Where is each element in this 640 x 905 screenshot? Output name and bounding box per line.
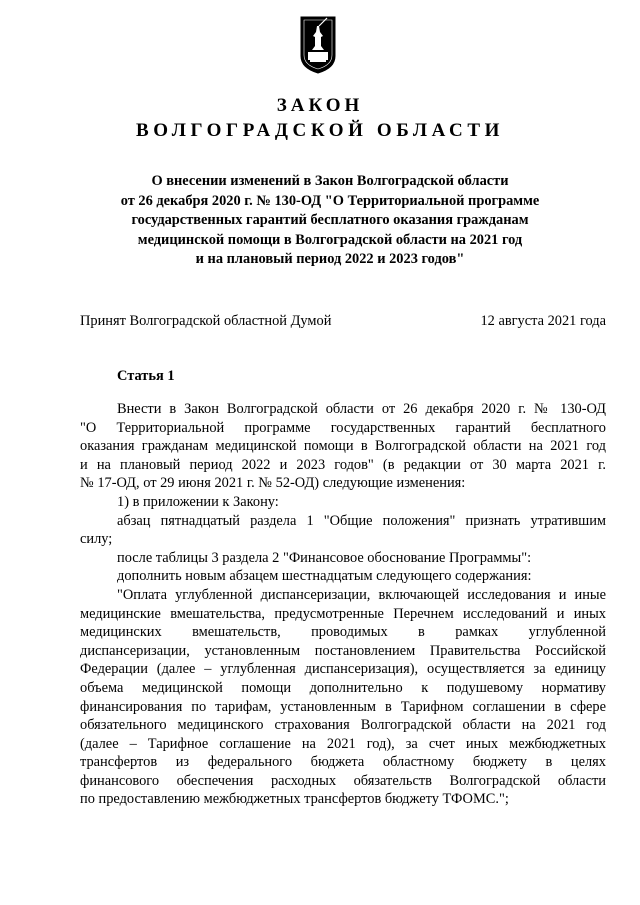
body-line: обязательного медицинского страхования Волгоградской области на 2021 год — [80, 717, 606, 734]
subject-line: государственных гарантий бесплатного оказания гражданам — [131, 212, 529, 228]
law-subject — [80, 172, 580, 270]
article-body — [80, 400, 606, 809]
adoption-line — [80, 313, 606, 330]
body-line: медицинских вмешательств, проводимых в рамках углубленной — [80, 624, 606, 641]
coat-of-arms-icon — [300, 16, 336, 74]
subject-line: от 26 декабря 2020 г. № 130-ОД "О Территориальной программе — [120, 192, 540, 209]
body-line: Внести в Закон Волгоградской области от 26 декабря 2020 г. № 130-ОД — [117, 401, 606, 417]
body-line: по предоставлению межбюджетных трансфертов бюджету ТФОМС."; — [80, 791, 509, 808]
adopted-by: Принят Волгоградской областной Думой — [80, 313, 332, 329]
body-line: "О Территориальной программе государственных гарантий бесплатного — [80, 419, 606, 436]
body-line: трансфертов из федерального бюджета областному бюджету в целях — [80, 754, 606, 771]
article-heading: Статья 1 — [117, 368, 175, 384]
law-title: ЗАКОН — [276, 95, 364, 116]
body-line: оказания гражданам медицинской помощи в Волгоградской области на 2021 год — [80, 438, 606, 455]
body-line: после таблицы 3 раздела 2 "Финансовое обоснование Программы": — [117, 549, 532, 566]
body-line: дополнить новым абзацем шестнадцатым следующего содержания: — [117, 568, 532, 585]
body-line: финансирования по тарифам, установленным в Тарифном соглашении в сфере — [80, 698, 606, 715]
body-line: (далее – Тарифное соглашение на 2021 год), за счет иных межбюджетных — [80, 735, 606, 752]
body-line: финансового обеспечения расходных обязательств Волгоградской области — [80, 772, 606, 789]
body-line: силу; — [80, 531, 113, 548]
body-line: медицинские вмешательства, предусмотренные Перечнем исследований и иных — [80, 605, 606, 622]
body-line: и на плановый период 2022 и 2023 годов" (в редакции от 30 марта 2021 г. — [80, 456, 606, 473]
subject-line: и на плановый период 2022 и 2023 годов" — [195, 251, 465, 267]
body-line: объема медицинской помощи дополнительно к подушевому нормативу — [80, 679, 606, 696]
body-line: № 17-ОД, от 29 июня 2021 г. № 52-ОД) следующие изменения: — [80, 475, 466, 492]
body-line: Федерации (далее – углубленная диспансеризация), осуществляется за единицу — [80, 661, 606, 678]
subject-line: медицинской помощи в Волгоградской области на 2021 год — [137, 231, 523, 248]
subject-line: О внесении изменений в Закон Волгоградской области — [151, 173, 509, 189]
body-line: 1) в приложении к Закону: — [117, 493, 279, 510]
law-region-title: ВОЛГОГРАДСКОЙ ОБЛАСТИ — [135, 120, 505, 141]
body-line: диспансеризации, установленным постановлением Правительства Российской — [80, 642, 606, 659]
body-line: абзац пятнадцатый раздела 1 "Общие положения" признать утратившим — [117, 512, 606, 529]
body-line: "Оплата углубленной диспансеризации, включающей исследования и иные — [117, 586, 606, 603]
adoption-date: 12 августа 2021 года — [480, 313, 606, 329]
